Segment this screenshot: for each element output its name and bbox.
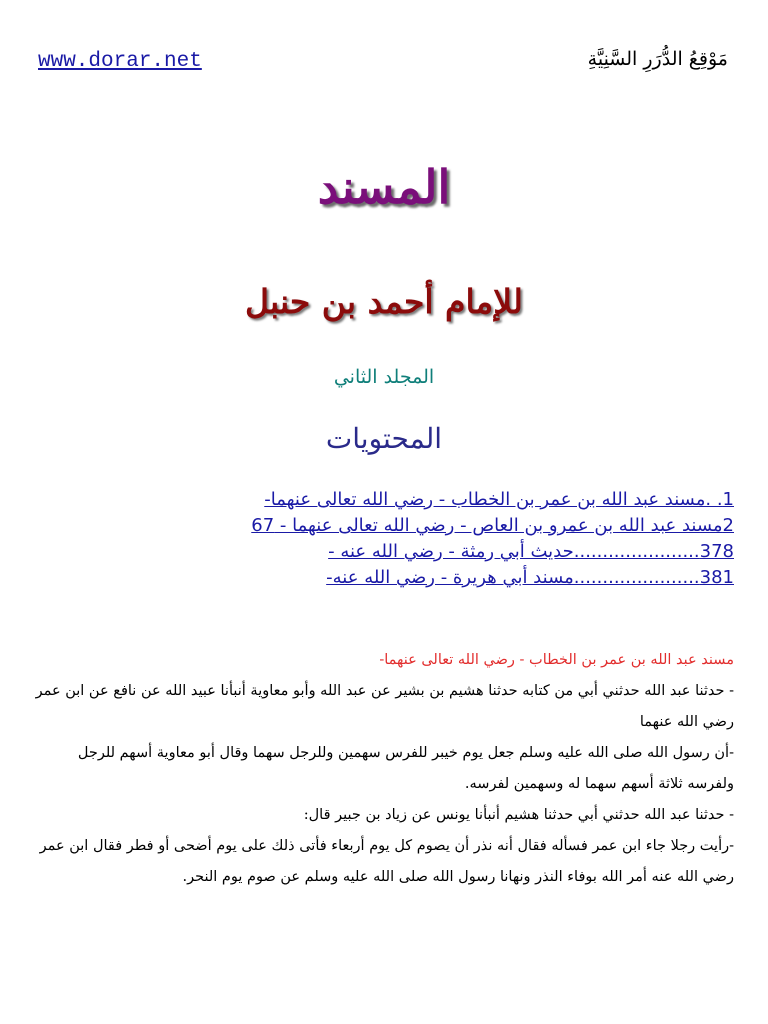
section-heading: مسند عبد الله بن عمر بن الخطاب - رضي الله تعالى عنهما- [379,652,734,668]
hadith-paragraph-1: - حدثنا عبد الله حدثني أبي من كتابه حدثنا هشيم بن بشير عن عبد الله وأبو معاوية أنبأنا عبيد الله عن نافع عن ابن عمر رضي الله عنهما [35,683,734,730]
hadith-paragraph-3: - حدثنا عبد الله حدثني أبي حدثنا هشيم أنبأنا يونس عن زياد بن جبير قال: [303,807,734,823]
toc-item-2[interactable]: 2مسند عبد الله بن عمرو بن العاص - رضي الله تعالى عنهما - 67 [251,515,734,536]
site-name: مَوْقِعُ الدُّرَرِ السَّنِيَّةِ [587,48,728,70]
toc-item-3[interactable]: 378......................حديث أبي رمثة - رضي الله عنه - [328,541,734,562]
site-url-link[interactable]: www.dorar.net [38,50,202,73]
book-author: للإمام أحمد بن حنبل [245,282,523,321]
volume-label: المجلد الثاني [333,366,435,388]
site-header [38,46,728,82]
toc-item-1[interactable]: 1. .مسند عبد الله بن عمر بن الخطاب - رضي الله تعالى عنهما- [264,489,734,510]
body-text [34,645,734,893]
hadith-paragraph-4: -رأيت رجلا جاء ابن عمر فسأله فقال أنه نذر أن يصوم كل يوم أربعاء فأتى ذلك على يوم أضحى أو فطر فقال ابن عمر رضي الله عنه أمر الله بوفاء النذر ونهانا رسول الله صلى الله عليه وسلم عن صوم يوم النحر. [39,838,734,885]
book-title: المسند [317,160,451,214]
table-of-contents [34,487,734,591]
hadith-paragraph-2: -أن رسول الله صلى الله عليه وسلم جعل يوم خيبر للفرس سهمين وللرجل سهما وقال أبو معاوية أسهم للرجل ولفرسه ثلاثة أسهم سهما له وسهمين لفرسه. [77,745,734,792]
contents-heading: المحتويات [325,422,443,455]
toc-item-4[interactable]: 381......................مسند أبي هريرة - رضي الله عنه- [326,567,734,588]
